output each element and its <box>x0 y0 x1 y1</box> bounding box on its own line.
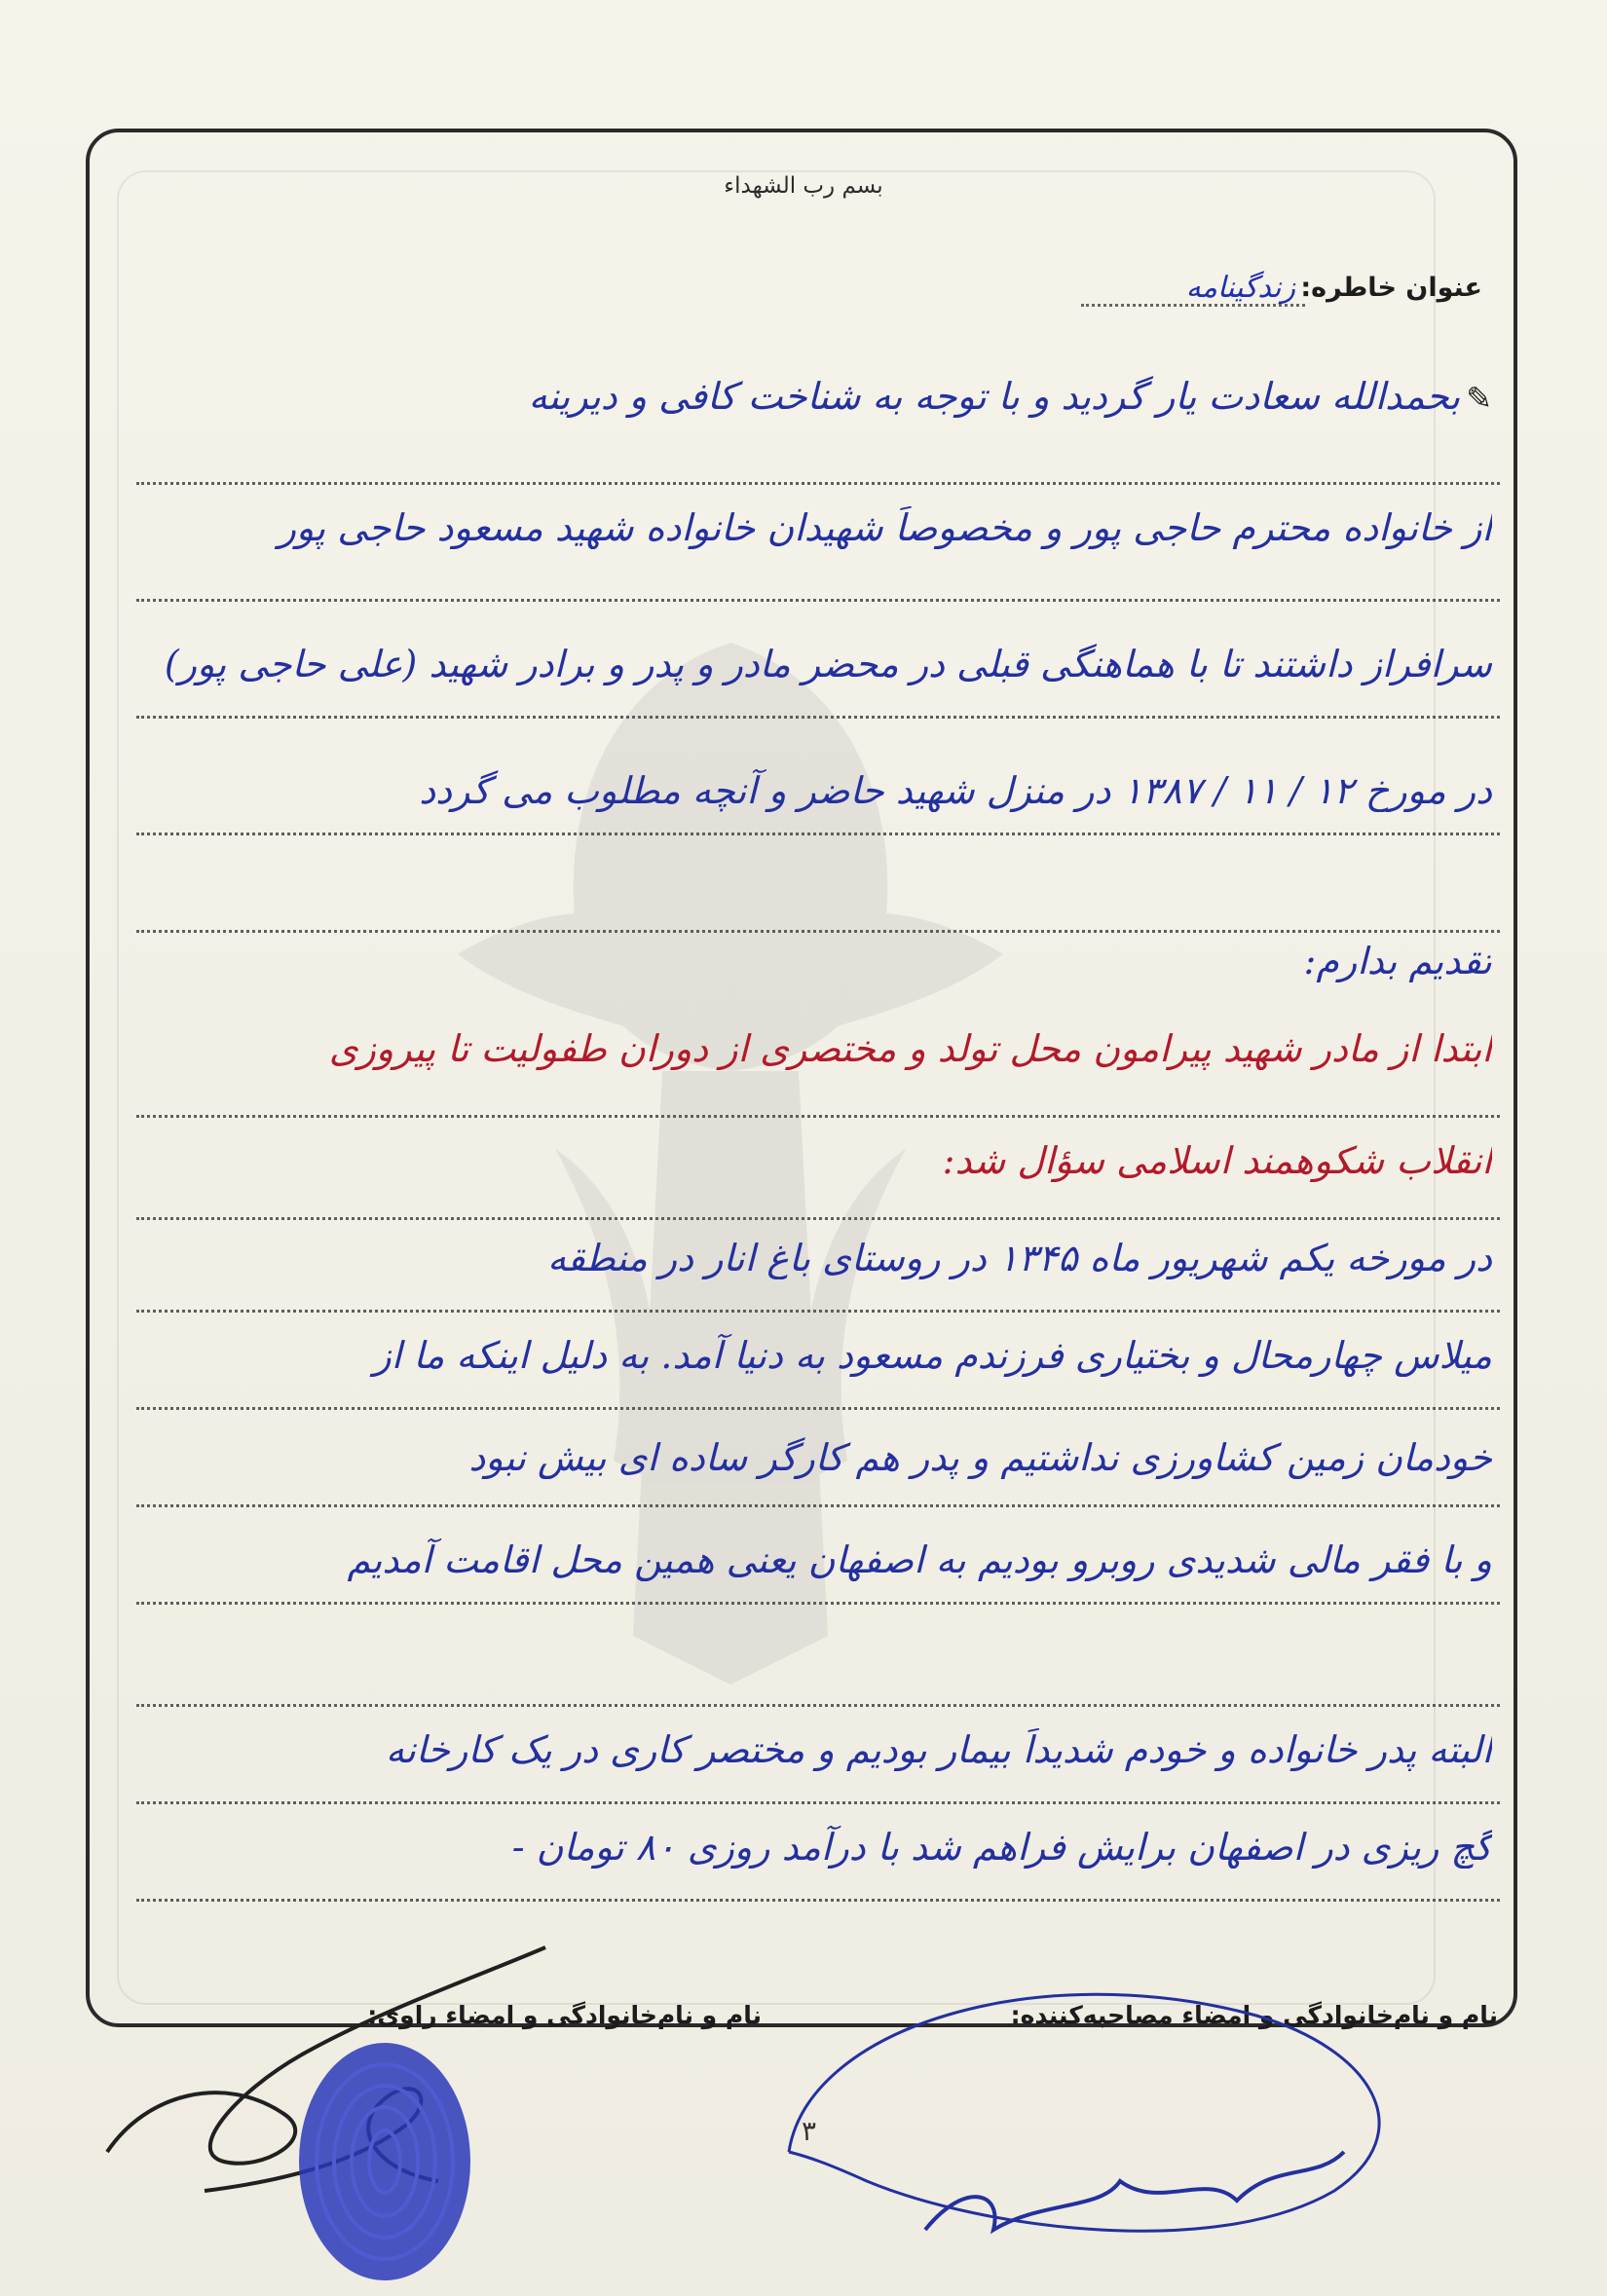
handwritten-line: سرافراز داشتند تا با هماهنگی قبلی در محضر مادر و پدر و برادر شهید (علی حاجی پور) <box>164 643 1492 685</box>
line-rule <box>136 930 1500 933</box>
line-rule <box>136 1504 1500 1507</box>
memory-title-underline <box>1081 304 1305 307</box>
line-rule <box>136 1407 1500 1410</box>
handwritten-line-red: انقلاب شکوهمند اسلامی سؤال شد: <box>942 1139 1492 1182</box>
handwritten-line: تقدیم بدارم: <box>1303 940 1492 982</box>
page-number: ۳ <box>802 2115 817 2147</box>
handwritten-line: خودمان زمین کشاورزی نداشتیم و پدر هم کارگر ساده ای بیش نبود <box>468 1436 1492 1479</box>
memory-title-label: عنوان خاطره: <box>1300 273 1482 303</box>
handwritten-line: و با فقر مالی شدیدی روبرو بودیم به اصفهان یعنی همین محل اقامت آمدیم <box>347 1538 1492 1581</box>
line-rule <box>136 1310 1500 1313</box>
line-rule <box>136 716 1500 719</box>
handwritten-line <box>109 375 1492 418</box>
line-rule <box>136 482 1500 485</box>
handwritten-line: میلاس چهارمحال و بختیاری فرزندم مسعود به دنیا آمد. به دلیل اینکه ما از <box>373 1334 1492 1377</box>
header-title: بسم رب الشهداء <box>724 173 883 199</box>
narrator-signature-label: نام و نام‌خانوادگی و امضاء راوی: <box>367 2001 762 2029</box>
memory-title-value: زندگینامه <box>1185 271 1295 305</box>
line-rule <box>136 1899 1500 1902</box>
handwritten-line: گچ ریزی در اصفهان برایش فراهم شد با درآمد روزی ۸۰ تومان - <box>511 1826 1492 1869</box>
handwritten-line: از خانواده محترم حاجی پور و مخصوصاً شهیدان خانواده شهید مسعود حاجی پور <box>278 506 1492 549</box>
handwritten-line: در مورخه یکم شهریور ماه ۱۳۴۵ در روستای باغ انار در منطقه <box>547 1237 1492 1279</box>
handwritten-line-text: بحمدالله سعادت یار گردید و با توجه به شناخت کافی و دیرینه <box>528 375 1461 418</box>
thumbprint <box>292 2035 477 2288</box>
line-rule <box>136 833 1500 835</box>
handwritten-line-red: ابتدا از مادر شهید پیرامون محل تولد و مختصری از دوران طفولیت تا پیروزی <box>328 1027 1492 1070</box>
line-rule <box>136 1115 1500 1118</box>
line-rule <box>136 1704 1500 1707</box>
line-rule <box>136 1217 1500 1220</box>
interviewer-signature <box>750 1938 1432 2269</box>
pen-icon: ✎ <box>1466 380 1492 417</box>
line-rule <box>136 1801 1500 1804</box>
handwritten-line: البته پدر خانواده و خودم شدیداً بیمار بودیم و مختصر کاری در یک کارخانه <box>385 1728 1492 1771</box>
line-rule <box>136 599 1500 602</box>
line-rule <box>136 1602 1500 1605</box>
handwritten-line: در مورخ ۱۲ / ۱۱ / ۱۳۸۷ در منزل شهید حاضر و آنچه مطلوب می گردد <box>419 769 1492 812</box>
interviewer-signature-label: نام و نام‌خانوادگی و امضاء مصاحبه‌کننده: <box>1010 2001 1498 2029</box>
